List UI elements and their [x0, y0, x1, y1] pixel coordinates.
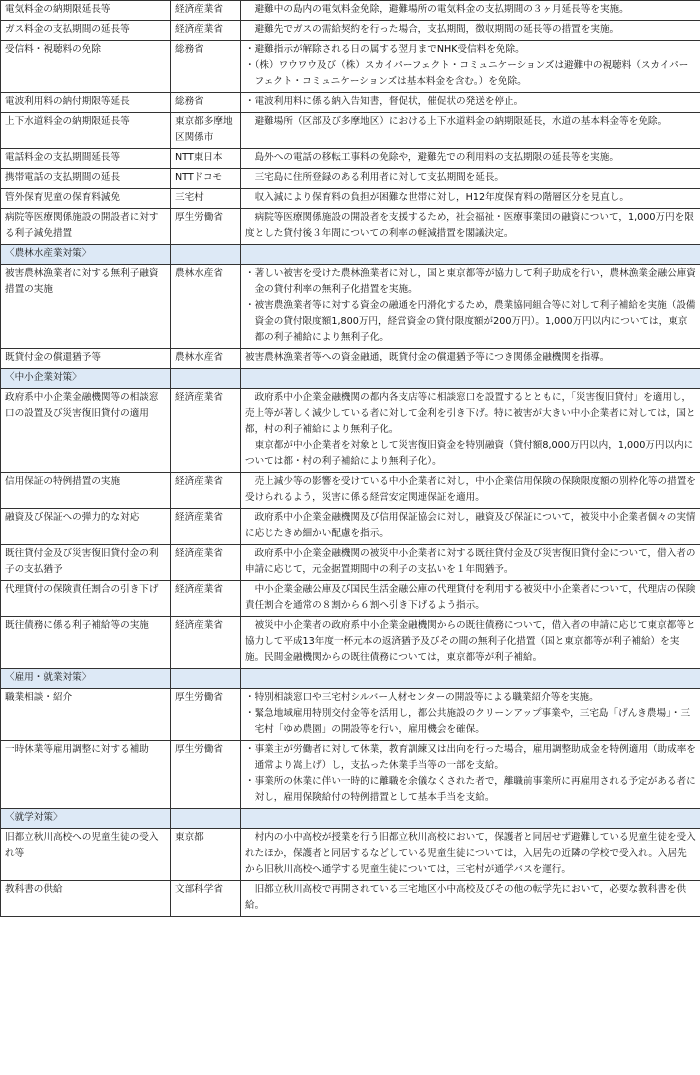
details-cell — [241, 741, 700, 809]
detail-paragraph: ・避難指示が解除される日の属する翌月までNHK受信料を免除。 — [245, 44, 525, 55]
measure-cell: 政府系中小企業金融機関等の相談窓口の設置及び災害復旧貸付の適用 — [1, 389, 171, 473]
measure-cell: 携帯電話の支払期間の延長 — [1, 169, 171, 189]
table-row — [1, 581, 700, 617]
detail-paragraph: 東京都が中小企業者を対象として災害復旧資金を特別融資（貸付額8,000万円以内，1,000万円以内については都・村の利子補給により無利子化）。 — [245, 440, 694, 467]
agency-cell: 総務省 — [171, 93, 241, 113]
agency-cell: 厚生労働省 — [171, 209, 241, 245]
agency-cell: 東京都 — [171, 829, 241, 881]
agency-cell: 経済産業省 — [171, 1, 241, 21]
detail-paragraph: ・被害農漁業者等に対する資金の融通を円滑化するため，農業協同組合等に対して利子補給を実施（設備資金の貸付限度額1,800万円，経営資金の貸付限度額が200万円）。1,000万円以内については，東京都の利子補給により無利子化。 — [245, 300, 696, 343]
section-header-row — [1, 669, 700, 689]
details-cell — [241, 581, 700, 617]
table-row — [1, 545, 700, 581]
detail-paragraph: ・著しい被害を受けた農林漁業者に対し，国と東京都等が協力して利子助成を行い，農林漁業金融公庫資金の貸付利率の無利子化措置を実施。 — [245, 268, 696, 295]
agency-cell: 農林水産省 — [171, 265, 241, 349]
table-row — [1, 473, 700, 509]
section-empty-cell — [241, 669, 700, 689]
details-cell — [241, 149, 700, 169]
agency-cell: 経済産業省 — [171, 509, 241, 545]
detail-paragraph: ・（株）ワウワウ及び（株）スカイパーフェクト・コミュニケーションズは避難中の視聴料（スカイパーフェクト・コミュニケーションズは基本料金を含む。）を免除。 — [245, 60, 689, 87]
section-header-row — [1, 245, 700, 265]
agency-cell: 文部科学省 — [171, 881, 241, 917]
detail-paragraph: 政府系中小企業金融機関の都内各支店等に相談窓口を設置するとともに，「災害復旧貸付」を適用し，売上等が著しく減少している者に対して金利を引き下げ。特に被害が大きい中小企業者に対しては，国と都，村の利子補給により無利子化。 — [245, 392, 696, 435]
details-cell — [241, 349, 700, 369]
details-cell — [241, 473, 700, 509]
detail-paragraph: 収入減により保育料の負担が困難な世帯に対し，H12年度保育料の階層区分を見直し。 — [254, 192, 629, 203]
section-empty-cell — [241, 245, 700, 265]
detail-paragraph: 被害農林漁業者等への資金融通，既貸付金の償還猶予等につき関係金融機関を指導。 — [245, 352, 610, 363]
section-label: 〈雇用・就業対策〉 — [1, 669, 171, 689]
agency-cell: 総務省 — [171, 41, 241, 93]
agency-cell: NTT東日本 — [171, 149, 241, 169]
details-cell — [241, 617, 700, 669]
details-cell — [241, 829, 700, 881]
detail-paragraph: 政府系中小企業金融機関及び信用保証協会に対し，融資及び保証について，被災中小企業者個々の実情に応じたきめ細かい配慮を指示。 — [245, 512, 696, 539]
measure-cell: 一時休業等雇用調整に対する補助 — [1, 741, 171, 809]
detail-paragraph: 避難中の島内の電気料金免除，避難場所の電気料金の支払期間の３ヶ月延長等を実施。 — [254, 4, 629, 15]
measure-cell: 既往債務に係る利子補給等の実施 — [1, 617, 171, 669]
details-cell — [241, 209, 700, 245]
measure-cell: 電波利用料の納付期限等延長 — [1, 93, 171, 113]
table-row — [1, 41, 700, 93]
agency-cell: 厚生労働省 — [171, 689, 241, 741]
measure-cell: 代理貸付の保険責任割合の引き下げ — [1, 581, 171, 617]
table-row — [1, 617, 700, 669]
section-header-row — [1, 809, 700, 829]
measure-cell: 旧都立秋川高校への児童生徒の受入れ等 — [1, 829, 171, 881]
table-row — [1, 1, 700, 21]
measure-cell: 電話料金の支払期間延長等 — [1, 149, 171, 169]
detail-paragraph: ・事業所の休業に伴い一時的に離職を余儀なくされた者で，離職前事業所に再雇用される予定がある者に対し，雇用保険給付の特例措置として基本手当を支給。 — [245, 776, 696, 803]
detail-paragraph: ・電波利用料に係る納入告知書，督促状，催促状の発送を停止。 — [245, 96, 524, 107]
table-row — [1, 189, 700, 209]
table-row — [1, 209, 700, 245]
table-row — [1, 149, 700, 169]
table-row — [1, 741, 700, 809]
detail-paragraph: ・緊急地域雇用特別交付金等を活用し，都公共施設のクリーンアップ事業や，三宅島「げんき農場」・三宅村「ゆめ農園」の開設等を行い，雇用機会を確保。 — [245, 708, 691, 735]
agency-cell: 経済産業省 — [171, 389, 241, 473]
table-row — [1, 389, 700, 473]
measure-cell: 信用保証の特例措置の実施 — [1, 473, 171, 509]
agency-cell: NTTドコモ — [171, 169, 241, 189]
measure-cell: 既貸付金の償還猶予等 — [1, 349, 171, 369]
section-empty-cell — [171, 809, 241, 829]
agency-cell: 三宅村 — [171, 189, 241, 209]
details-cell — [241, 881, 700, 917]
measure-cell: 病院等医療関係施設の開設者に対する利子減免措置 — [1, 209, 171, 245]
details-cell — [241, 93, 700, 113]
table-row — [1, 509, 700, 545]
agency-cell: 経済産業省 — [171, 473, 241, 509]
section-empty-cell — [171, 369, 241, 389]
agency-cell: 経済産業省 — [171, 545, 241, 581]
details-cell — [241, 189, 700, 209]
details-cell — [241, 41, 700, 93]
table-row — [1, 113, 700, 149]
detail-paragraph: 中小企業金融公庫及び国民生活金融公庫の代理貸付を利用する被災中小企業者について，代理店の保険責任割合を通常の８割から６割へ引き下げるよう指示。 — [245, 584, 696, 611]
detail-paragraph: 避難場所（区部及び多摩地区）における上下水道料金の納期限延長，水道の基本料金等を免除。 — [254, 116, 668, 127]
details-cell — [241, 21, 700, 41]
detail-paragraph: ・事業主が労働者に対して休業，教育訓練又は出向を行った場合，雇用調整助成金を特例適用（助成率を通常より嵩上げ）し，支払った休業手当等の一部を支給。 — [245, 744, 696, 771]
measures-table-body — [1, 1, 700, 917]
detail-paragraph: 村内の小中高校が授業を行う旧都立秋川高校において，保護者と同居せず避難している児童生徒を受入れたほか，保護者と同居するなどしている児童生徒については，入居先の近隣の学校で受入れ。入居先から旧秋川高校へ通学する児童生徒については，三宅村が通学バスを運行。 — [245, 832, 696, 875]
section-header-row — [1, 369, 700, 389]
detail-paragraph: ・特別相談窓口や三宅村シルバー人材センターの開設等による職業紹介等を実施。 — [245, 692, 599, 703]
section-empty-cell — [241, 809, 700, 829]
detail-paragraph: 売上減少等の影響を受けている中小企業者に対し，中小企業信用保険の保険限度額の別枠化等の措置を受けられるよう，災害に係る経営安定関連保証を適用。 — [245, 476, 696, 503]
section-label: 〈農林水産業対策〉 — [1, 245, 171, 265]
measure-cell: 教科書の供給 — [1, 881, 171, 917]
agency-cell: 厚生労働省 — [171, 741, 241, 809]
section-empty-cell — [171, 245, 241, 265]
section-label: 〈就学対策〉 — [1, 809, 171, 829]
details-cell — [241, 545, 700, 581]
detail-paragraph: 被災中小企業者の政府系中小企業金融機関からの既往債務について，借入者の申請に応じて東京都等と協力して平成13年度一杯元本の返済猶予及びその間の無利子化措置（国と東京都等が利子補給）を実施。民間金融機関からの既往債務については，東京都等が利子補給。 — [245, 620, 696, 663]
measure-cell: 受信料・視聴料の免除 — [1, 41, 171, 93]
details-cell — [241, 509, 700, 545]
measure-cell: 融資及び保証への弾力的な対応 — [1, 509, 171, 545]
measure-cell: ガス料金の支払期間の延長等 — [1, 21, 171, 41]
detail-paragraph: 避難先でガスの需給契約を行った場合，支払期間，徴収期間の延長等の措置を実施。 — [254, 24, 620, 35]
detail-paragraph: 政府系中小企業金融機関の被災中小企業者に対する既往貸付金及び災害復旧貸付金について，借入者の申請に応じて，元金据置期間中の利子の支払いを１年間猶予。 — [245, 548, 696, 575]
section-empty-cell — [241, 369, 700, 389]
section-label: 〈中小企業対策〉 — [1, 369, 171, 389]
agency-cell: 東京都多摩地区関係市 — [171, 113, 241, 149]
details-cell — [241, 689, 700, 741]
agency-cell: 農林水産省 — [171, 349, 241, 369]
measure-cell: 既往貸付金及び災害復旧貸付金の利子の支払猶予 — [1, 545, 171, 581]
agency-cell: 経済産業省 — [171, 617, 241, 669]
table-row — [1, 689, 700, 741]
details-cell — [241, 389, 700, 473]
detail-paragraph: 島外への電話の移転工事料の免除や，避難先での利用料の支払期限の延長等を実施。 — [254, 152, 619, 163]
agency-cell: 経済産業省 — [171, 581, 241, 617]
measure-cell: 管外保育児童の保育料減免 — [1, 189, 171, 209]
measure-cell: 被害農林漁業者に対する無利子融資措置の実施 — [1, 265, 171, 349]
details-cell — [241, 265, 700, 349]
table-row — [1, 829, 700, 881]
details-cell — [241, 113, 700, 149]
details-cell — [241, 169, 700, 189]
detail-paragraph: 旧都立秋川高校で再開されている三宅地区小中高校及びその他の転学先において，必要な教科書を供給。 — [245, 884, 687, 911]
table-row — [1, 93, 700, 113]
table-row — [1, 169, 700, 189]
detail-paragraph: 病院等医療関係施設の開設者を支援するため，社会福祉・医療事業団の融資について，1,000万円を限度とした貸付後３年間についての利率の軽減措置を閣議決定。 — [245, 212, 694, 239]
detail-paragraph: 三宅島に住所登録のある利用者に対して支払期間を延長。 — [254, 172, 505, 183]
table-row — [1, 21, 700, 41]
measure-cell: 電気料金の納期限延長等 — [1, 1, 171, 21]
measure-cell: 上下水道料金の納期限延長等 — [1, 113, 171, 149]
table-row — [1, 881, 700, 917]
section-empty-cell — [171, 669, 241, 689]
agency-cell: 経済産業省 — [171, 21, 241, 41]
details-cell — [241, 1, 700, 21]
measure-cell: 職業相談・紹介 — [1, 689, 171, 741]
table-row — [1, 349, 700, 369]
table-row — [1, 265, 700, 349]
